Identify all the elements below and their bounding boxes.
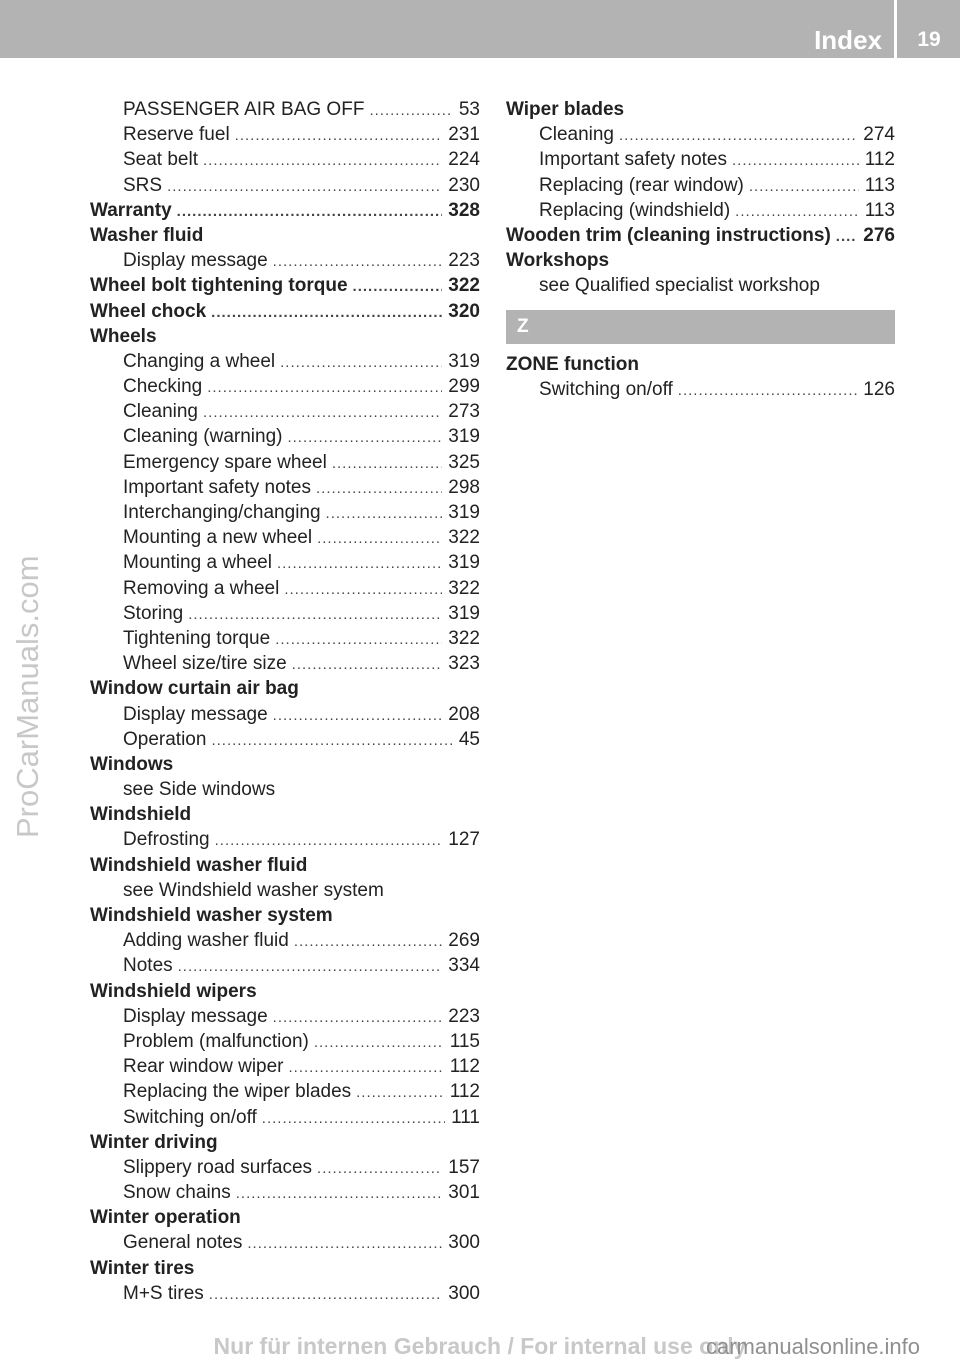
- entry-label: M+S tires: [123, 1282, 204, 1304]
- index-subentry: [90, 147, 480, 172]
- index-entry: [90, 903, 480, 928]
- index-entry: [506, 97, 895, 122]
- index-entry: [90, 324, 480, 349]
- page-reference: 112: [864, 149, 895, 171]
- index-subentry: [90, 525, 480, 550]
- header-separator: [894, 0, 897, 58]
- entry-label: Wheel chock: [90, 300, 207, 322]
- dot-leader: [211, 728, 452, 752]
- index-entry: [506, 223, 895, 248]
- index-subentry: [90, 248, 480, 273]
- entry-label: Mounting a wheel: [123, 552, 272, 574]
- index-subentry: [90, 576, 480, 601]
- page-reference: 300: [448, 1232, 480, 1254]
- entry-label: Replacing (rear window): [539, 174, 744, 196]
- page-reference: 274: [863, 124, 895, 146]
- dot-leader: [177, 199, 443, 223]
- dot-leader: [178, 954, 443, 978]
- entry-label: Removing a wheel: [123, 577, 280, 599]
- entry-label: Wheel bolt tightening torque: [90, 275, 348, 297]
- index-subentry: [506, 377, 895, 402]
- page-reference: 273: [448, 401, 480, 423]
- page-reference: 157: [448, 1156, 480, 1178]
- entry-label: ZONE function: [506, 353, 639, 375]
- dot-leader: [273, 1005, 443, 1029]
- index-entry: [506, 352, 895, 377]
- index-subentry: [90, 702, 480, 727]
- page-reference: 269: [448, 930, 480, 952]
- dot-leader: [235, 123, 443, 147]
- dot-leader: [749, 174, 859, 198]
- entry-label: Windows: [90, 753, 174, 775]
- page-reference: 115: [449, 1030, 480, 1052]
- entry-label: Cleaning (warning): [123, 426, 283, 448]
- entry-label: Operation: [123, 728, 207, 750]
- page-reference: 299: [448, 376, 480, 398]
- page-reference: 112: [449, 1081, 480, 1103]
- entry-label: Display message: [123, 1005, 268, 1027]
- index-subentry: [90, 1281, 480, 1306]
- index-subentry: [90, 928, 480, 953]
- entry-label: Rear window wiper: [123, 1056, 284, 1078]
- index-subentry: [90, 1079, 480, 1104]
- entry-label: Emergency spare wheel: [123, 451, 327, 473]
- page-reference: 298: [448, 476, 480, 498]
- entry-label: Interchanging/changing: [123, 502, 321, 523]
- page-reference: 127: [448, 829, 480, 851]
- entry-label: Important safety notes: [123, 476, 311, 498]
- index-subentry: [506, 147, 895, 172]
- dot-leader: [203, 148, 442, 172]
- entry-label: Replacing (windshield): [539, 199, 731, 221]
- dot-leader: [262, 1106, 445, 1130]
- page-reference: 323: [448, 653, 480, 675]
- index-entry: [90, 1256, 480, 1281]
- index-subentry: [90, 1105, 480, 1130]
- index-subentry: [90, 777, 480, 802]
- entry-label: see Side windows: [123, 779, 276, 801]
- dot-leader: [188, 602, 442, 626]
- page-reference: 112: [449, 1056, 480, 1078]
- dot-leader: [284, 577, 442, 601]
- dot-leader: [314, 1030, 444, 1054]
- index-entry: [90, 299, 480, 324]
- entry-label: Cleaning: [539, 124, 614, 146]
- index-subentry: [506, 173, 895, 198]
- index-entry: [90, 979, 480, 1004]
- side-watermark: ProCarManuals.com: [10, 555, 45, 838]
- page-reference: 322: [448, 275, 480, 297]
- page-reference: 224: [448, 149, 480, 171]
- dot-leader: [326, 501, 443, 525]
- index-subentry: [90, 1230, 480, 1255]
- header-bar: [0, 0, 960, 58]
- entry-label: Adding washer fluid: [123, 930, 289, 952]
- page-reference: 319: [448, 602, 480, 624]
- index-subentry: [90, 1155, 480, 1180]
- footer-watermark: Nur für internen Gebrauch / For internal use only: [213, 1333, 747, 1359]
- entry-label: Problem (malfunction): [123, 1030, 309, 1052]
- entry-label: Wiper blades: [506, 99, 625, 120]
- dot-leader: [273, 703, 443, 727]
- page-reference: 328: [448, 199, 480, 221]
- index-subentry: [506, 122, 895, 147]
- dot-leader: [236, 1181, 443, 1205]
- entry-label: PASSENGER AIR BAG OFF: [123, 99, 365, 120]
- entry-label: Checking: [123, 376, 203, 398]
- index-subentry: [90, 1054, 480, 1079]
- index-subentry: [90, 601, 480, 626]
- index-subentry: [90, 173, 480, 198]
- index-subentry: [90, 1004, 480, 1029]
- page-reference: 113: [864, 174, 895, 196]
- index-entry: [506, 248, 895, 273]
- index-subentry: [90, 500, 480, 525]
- entry-label: Replacing the wiper blades: [123, 1081, 352, 1103]
- index-entry: [90, 676, 480, 701]
- index-subentry: [90, 122, 480, 147]
- entry-label: Seat belt: [123, 149, 198, 171]
- index-entry: [90, 752, 480, 777]
- page-reference: 223: [448, 250, 480, 272]
- page-reference: 322: [448, 627, 480, 649]
- index-subentry: [90, 651, 480, 676]
- index-subentry: [90, 399, 480, 424]
- page-reference: 208: [448, 703, 480, 725]
- dot-leader: [275, 627, 442, 651]
- dot-leader: [356, 1080, 444, 1104]
- dot-leader: [317, 526, 442, 550]
- dot-leader: [215, 828, 443, 852]
- entry-label: Windshield washer fluid: [90, 854, 308, 876]
- dot-leader: [353, 274, 443, 298]
- index-entry: [90, 853, 480, 878]
- index-subentry: [90, 374, 480, 399]
- entry-label: Defrosting: [123, 829, 210, 851]
- dot-leader: [369, 98, 452, 122]
- index-entry: [90, 1205, 480, 1230]
- entry-label: Reserve fuel: [123, 124, 230, 146]
- dot-leader: [292, 652, 443, 676]
- index-entry: [90, 802, 480, 827]
- entry-label: Wheels: [90, 325, 157, 347]
- page-reference: 322: [448, 577, 480, 599]
- index-entry: [90, 1130, 480, 1155]
- page-reference: 301: [448, 1182, 480, 1204]
- footer-site-watermark: carmanualsonline.info: [706, 1334, 921, 1359]
- dot-leader: [317, 1156, 442, 1180]
- dot-leader: [167, 174, 442, 198]
- dot-leader: [678, 378, 858, 402]
- entry-label: Cleaning: [123, 401, 198, 423]
- page-reference: 276: [863, 224, 895, 246]
- dot-leader: [273, 249, 443, 273]
- index-subentry: [90, 97, 480, 122]
- entry-label: see Qualified specialist workshop: [539, 275, 820, 297]
- dot-leader: [836, 224, 858, 248]
- entry-label: Mounting a new wheel: [123, 527, 313, 549]
- dot-leader: [735, 199, 859, 223]
- dot-leader: [247, 1231, 442, 1255]
- index-subentry: [90, 626, 480, 651]
- page-reference: 334: [448, 955, 480, 977]
- entry-label: Slippery road surfaces: [123, 1156, 313, 1178]
- page-reference: 231: [448, 124, 480, 146]
- page-reference: 45: [458, 728, 480, 750]
- page-reference: 320: [448, 300, 480, 322]
- page-reference: 53: [458, 99, 480, 120]
- page-number: 19: [917, 28, 941, 51]
- entry-label: Winter tires: [90, 1257, 195, 1279]
- entry-label: Windshield: [90, 804, 192, 826]
- entry-label: Display message: [123, 250, 268, 272]
- page-reference: 322: [448, 527, 480, 549]
- entry-label: Wooden trim (cleaning instructions): [506, 224, 831, 246]
- dot-leader: [289, 1055, 444, 1079]
- page-reference: 319: [448, 350, 480, 372]
- entry-label: Snow chains: [123, 1182, 231, 1204]
- index-subentry: [90, 1029, 480, 1054]
- entry-label: SRS: [123, 174, 163, 196]
- index-subentry: [90, 475, 480, 500]
- entry-label: see Windshield washer system: [123, 879, 384, 901]
- entry-label: Notes: [123, 955, 173, 977]
- page-reference: 111: [451, 1106, 480, 1128]
- dot-leader: [211, 300, 442, 324]
- page-reference: 230: [448, 174, 480, 196]
- entry-label: Washer fluid: [90, 224, 204, 246]
- page-reference: 319: [448, 426, 480, 448]
- entry-label: Display message: [123, 703, 268, 725]
- index-subentry: [90, 953, 480, 978]
- entry-label: Window curtain air bag: [90, 678, 299, 700]
- entry-label: Changing a wheel: [123, 350, 276, 372]
- index-entry: [90, 273, 480, 298]
- dot-leader: [732, 148, 859, 172]
- index-subentry: [90, 550, 480, 575]
- index-subentry: [90, 349, 480, 374]
- index-subentry: [506, 198, 895, 223]
- entry-label: Windshield wipers: [90, 980, 257, 1002]
- dot-leader: [207, 375, 442, 399]
- entry-label: Winter driving: [90, 1131, 218, 1153]
- index-column-left: [90, 97, 480, 1306]
- page-reference: 325: [448, 451, 480, 473]
- letter-divider: Z: [506, 310, 895, 344]
- page-reference: 319: [448, 552, 480, 574]
- page-reference: 126: [863, 378, 895, 400]
- index-subentry: [90, 727, 480, 752]
- index-entry: [90, 223, 480, 248]
- index-subentry: [90, 424, 480, 449]
- index-subentry: [90, 1180, 480, 1205]
- dot-leader: [287, 425, 442, 449]
- entry-label: Storing: [123, 602, 184, 624]
- dot-leader: [332, 451, 442, 475]
- page-reference: 319: [448, 502, 480, 523]
- index-subentry: [90, 450, 480, 475]
- page-reference: 300: [448, 1282, 480, 1304]
- index-subentry: [506, 273, 895, 298]
- entry-label: Switching on/off: [539, 378, 673, 400]
- entry-label: Warranty: [90, 199, 172, 221]
- entry-label: Switching on/off: [123, 1106, 257, 1128]
- section-title: Index: [814, 25, 882, 55]
- entry-label: General notes: [123, 1232, 243, 1254]
- index-subentry: [90, 827, 480, 852]
- page-reference: 223: [448, 1005, 480, 1027]
- index-subentry: [90, 878, 480, 903]
- dot-leader: [277, 551, 442, 575]
- dot-leader: [280, 350, 442, 374]
- page-reference: 113: [864, 199, 895, 221]
- entry-label: Winter operation: [90, 1207, 241, 1229]
- entry-label: Important safety notes: [539, 149, 727, 171]
- dot-leader: [619, 123, 857, 147]
- dot-leader: [209, 1282, 443, 1306]
- dot-leader: [203, 400, 442, 424]
- entry-label: Tightening torque: [123, 627, 271, 649]
- index-column-right: [506, 97, 895, 402]
- entry-label: Workshops: [506, 250, 610, 272]
- dot-leader: [316, 476, 442, 500]
- index-entry: [90, 198, 480, 223]
- dot-leader: [294, 929, 442, 953]
- entry-label: Wheel size/tire size: [123, 653, 287, 675]
- entry-label: Windshield washer system: [90, 905, 333, 926]
